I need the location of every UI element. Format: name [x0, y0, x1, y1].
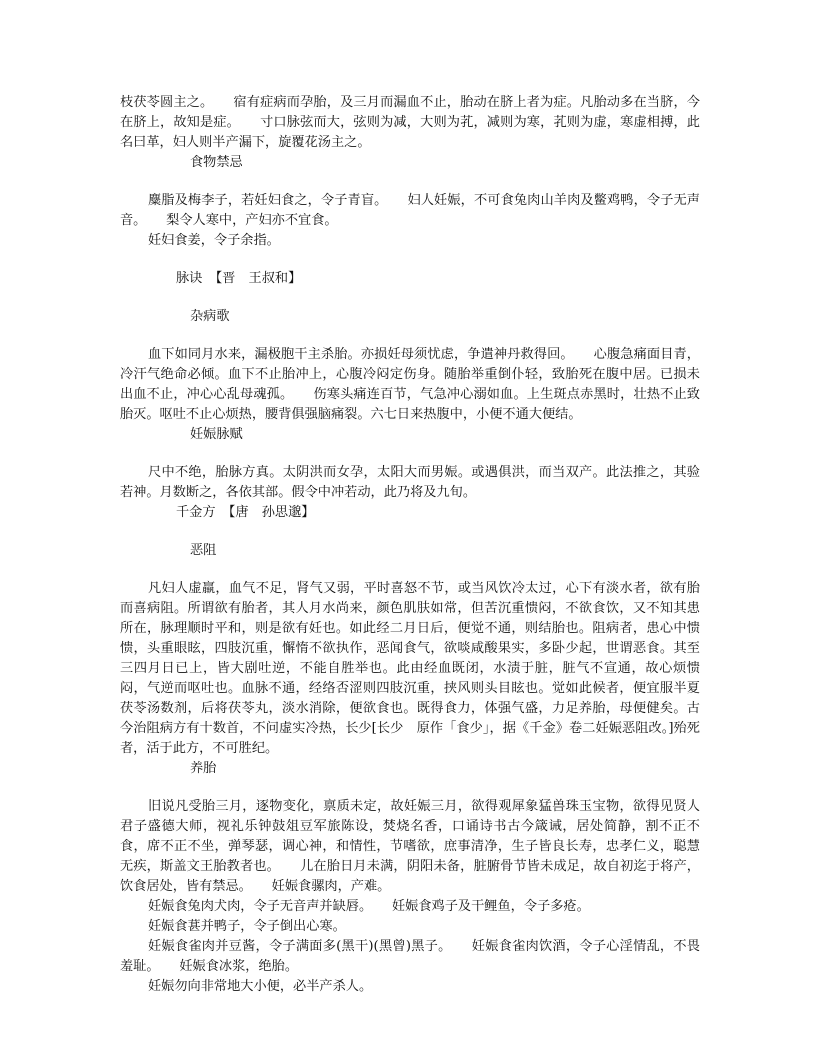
paragraph: 凡妇人虚羸，血气不足，肾气又弱，平时喜怒不节，或当风饮冷太过，心下有淡水者，欲有胎而喜病阻。所谓欲有胎者，其人月水尚来，颜色肌肤如常，但苦沉重愦闷，不欲食饮，又不知其患所在，脉理顺时平和，则是欲有妊也。如此经二月日后，便觉不通，则结胎也。阻病者，患心中愦愦，头重眼眩，四肢沉重，懈惰不欲执作，恶闻食气，欲啖咸酸果实，多卧少起，世谓恶食。其至三四月日已上，皆大剧吐逆，不能自胜举也。此由经血既闭，水渍于脏，脏气不宣通，故心烦愦闷，气逆而呕吐也。血脉不通，经络否涩则四肢沉重，挟风则头目眩也。觉如此候者，便宜服半夏茯苓汤数剂，后将茯苓丸，淡水消除，便欲食也。既得食力，体强气盛，力足养胎，母便健矣。古今治阻病方有十数首，不问虚实冷热，长少[长少 原作「食少」，据《千金》卷二妊娠恶阻改。]殆死者，活于此方，不可胜纪。 — [120, 581, 700, 756]
spacer — [120, 779, 700, 797]
section-heading: 脉诀 【晋 王叔和】 — [176, 271, 302, 286]
section-heading: 杂病歌 — [190, 309, 230, 324]
section-heading: 千金方 【唐 孙思邈】 — [176, 505, 315, 520]
paragraph: 妊娠食兔肉犬肉，令子无音声并缺唇。 妊娠食鸡子及干鲤鱼，令子多疮。 — [148, 899, 590, 914]
paragraph: 妊娠食雀肉并豆酱，令子满面多(黑干)(黑曾)黑子。 妊娠食雀肉饮酒，令子心淫情乱，不畏羞耻。 妊娠食冰浆，绝胎。 — [120, 939, 700, 974]
paragraph: 血下如同月水来，漏极胞干主杀胎。亦损妊母须忧虑，争遣神丹救得回。 心腹急痛面目青，冷汗气绝命必倾。血下不止胎冲上，心腹冷闷定伤身。随胎举重倒仆轻，致胎死在腹中居。已损未出血不止，冲心心乱母魂孤。 伤寒头痛连百节，气急冲心溺如血。上生斑点赤黑时，壮热不止致胎灭。呕吐不止心烦热，腰背俱强脑痛裂。六七日来热腹中，小便不通大便结。 — [120, 347, 700, 422]
spacer — [120, 523, 700, 541]
document-page — [120, 93, 700, 997]
paragraph: 妊妇食姜，令子余指。 — [148, 233, 280, 248]
paragraph: 尺中不绝，胎脉方真。太阴洪而女孕，太阳大而男娠。或遇俱洪，而当双产。此法推之，其验若神。月数断之，各依其部。假令中冲若动，此乃将及九旬。 — [120, 465, 700, 500]
section-heading: 恶阻 — [190, 543, 217, 558]
paragraph: 妊娠勿向非常地大小便，必半产杀人。 — [148, 979, 373, 994]
section-heading: 养胎 — [190, 761, 217, 776]
section-heading: 妊娠脉赋 — [190, 427, 243, 442]
paragraph: 旧说凡受胎三月，逐物变化，禀质未定，故妊娠三月，欲得观犀象猛兽珠玉宝物，欲得见贤人君子盛德大师，视礼乐钟鼓俎豆军旅陈设，焚烧名香，口诵诗书古今箴诫，居处简静，割不正不食，席不正不坐，弹琴瑟，调心神，和情性，节嗜欲，庶事清净，生子皆良长寿，忠孝仁义，聪慧无疾，斯盖文王胎教者也。 儿在胎日月未满，阴阳未备，脏腑骨节皆未成足，故自初迄于将产，饮食居处，皆有禁忌。 妊娠食骡肉，产难。 — [120, 799, 700, 894]
spacer — [120, 173, 700, 191]
paragraph: 枝茯苓圆主之。 宿有症病而孕胎，及三月而漏血不止，胎动在脐上者为症。凡胎动多在当脐，今在脐上，故知是症。 寸口脉弦而大，弦则为减，大则为芤，减则为寒，芤则为虚，寒虚相搏，此名曰革，妇人则半产漏下，旋覆花汤主之。 — [120, 95, 700, 150]
spacer — [120, 445, 700, 463]
spacer — [120, 327, 700, 345]
spacer — [120, 251, 700, 269]
spacer — [120, 561, 700, 579]
paragraph: 麋脂及梅李子，若妊妇食之，令子青盲。 妇人妊娠，不可食兔肉山羊肉及鳖鸡鸭，令子无声音。 梨令人寒中，产妇亦不宜食。 — [120, 193, 700, 228]
section-heading: 食物禁忌 — [190, 155, 243, 170]
paragraph: 妊娠食葚并鸭子，令子倒出心寒。 — [148, 919, 346, 934]
spacer — [120, 289, 700, 307]
